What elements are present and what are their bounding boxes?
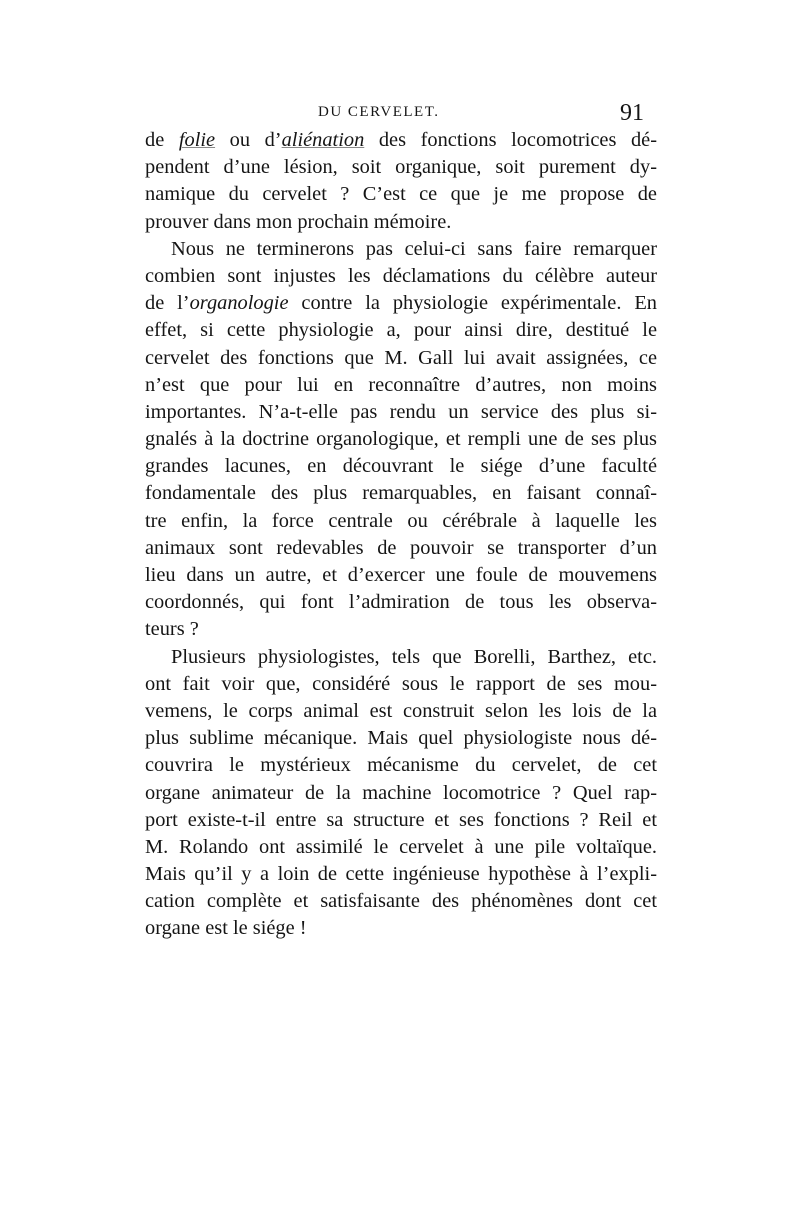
text-line: namique du cervelet ? C’est ce que je me propose de [145, 183, 657, 206]
text-line: plus sublime mécanique. Mais quel physiologiste nous dé- [145, 727, 657, 750]
text-line: cation complète et satisfaisante des phénomènes dont cet [145, 890, 657, 913]
text-line: Plusieurs physiologistes, tels que Borelli, Barthez, etc. [171, 645, 657, 668]
body-text [145, 127, 657, 943]
text-line: effet, si cette physiologie a, pour ainsi dire, destitué le [145, 319, 657, 342]
text-line: de folie ou d’aliénation des fonctions locomotrices dé- [145, 129, 657, 151]
italic-term: folie [178, 129, 216, 151]
text-line: combien sont injustes les déclamations du célèbre auteur [145, 264, 657, 287]
text-line: organe est le siége ! [145, 917, 307, 940]
italic-term: aliénation [281, 129, 365, 151]
text-line: de l’organologie contre la physiologie expérimentale. En [145, 292, 657, 315]
text-line: M. Rolando ont assimilé le cervelet à une pile voltaïque. [145, 835, 657, 858]
text-line: coordonnés, qui font l’admiration de tous les observa- [145, 591, 657, 614]
text-line: port existe-t-il entre sa structure et ses fonctions ? Reil et [145, 808, 657, 831]
text-line: teurs ? [145, 618, 199, 641]
text-line: prouver dans mon prochain mémoire. [145, 210, 452, 233]
running-head [0, 100, 800, 130]
text-line: Mais qu’il y a loin de cette ingénieuse hypothèse à l’expli- [145, 863, 657, 886]
text-line: ont fait voir que, considéré sous le rapport de ses mou- [145, 672, 657, 695]
italic-term: organologie [189, 292, 289, 315]
text-line: lieu dans un autre, et d’exercer une foule de mouvemens [145, 564, 657, 586]
text-line: couvrira le mystérieux mécanisme du cervelet, de cet [145, 754, 657, 777]
text-line: importantes. N’a-t-elle pas rendu un service des plus si- [145, 400, 657, 423]
text-line: gnalés à la doctrine organologique, et rempli une de ses plus [145, 428, 657, 451]
text-line: organe animateur de la machine locomotrice ? Quel rap- [145, 781, 657, 804]
running-title: DU CERVELET. [318, 104, 440, 120]
page-number: 91 [620, 100, 644, 126]
text-line: pendent d’une lésion, soit organique, soit purement dy- [145, 156, 657, 179]
text-line: Nous ne terminerons pas celui-ci sans faire remarquer [171, 237, 657, 260]
text-line: animaux sont redevables de pouvoir se transporter d’un [145, 536, 657, 559]
text-line: vemens, le corps animal est construit selon les lois de la [145, 699, 657, 722]
text-line: fondamentale des plus remarquables, en faisant connaî- [145, 482, 657, 505]
text-line: n’est que pour lui en reconnaître d’autres, non moins [145, 373, 657, 396]
text-line: tre enfin, la force centrale ou cérébrale à laquelle les [145, 509, 657, 532]
text-line: grandes lacunes, en découvrant le siége d’une faculté [145, 455, 657, 478]
text-line: cervelet des fonctions que M. Gall lui avait assignées, ce [145, 346, 657, 369]
